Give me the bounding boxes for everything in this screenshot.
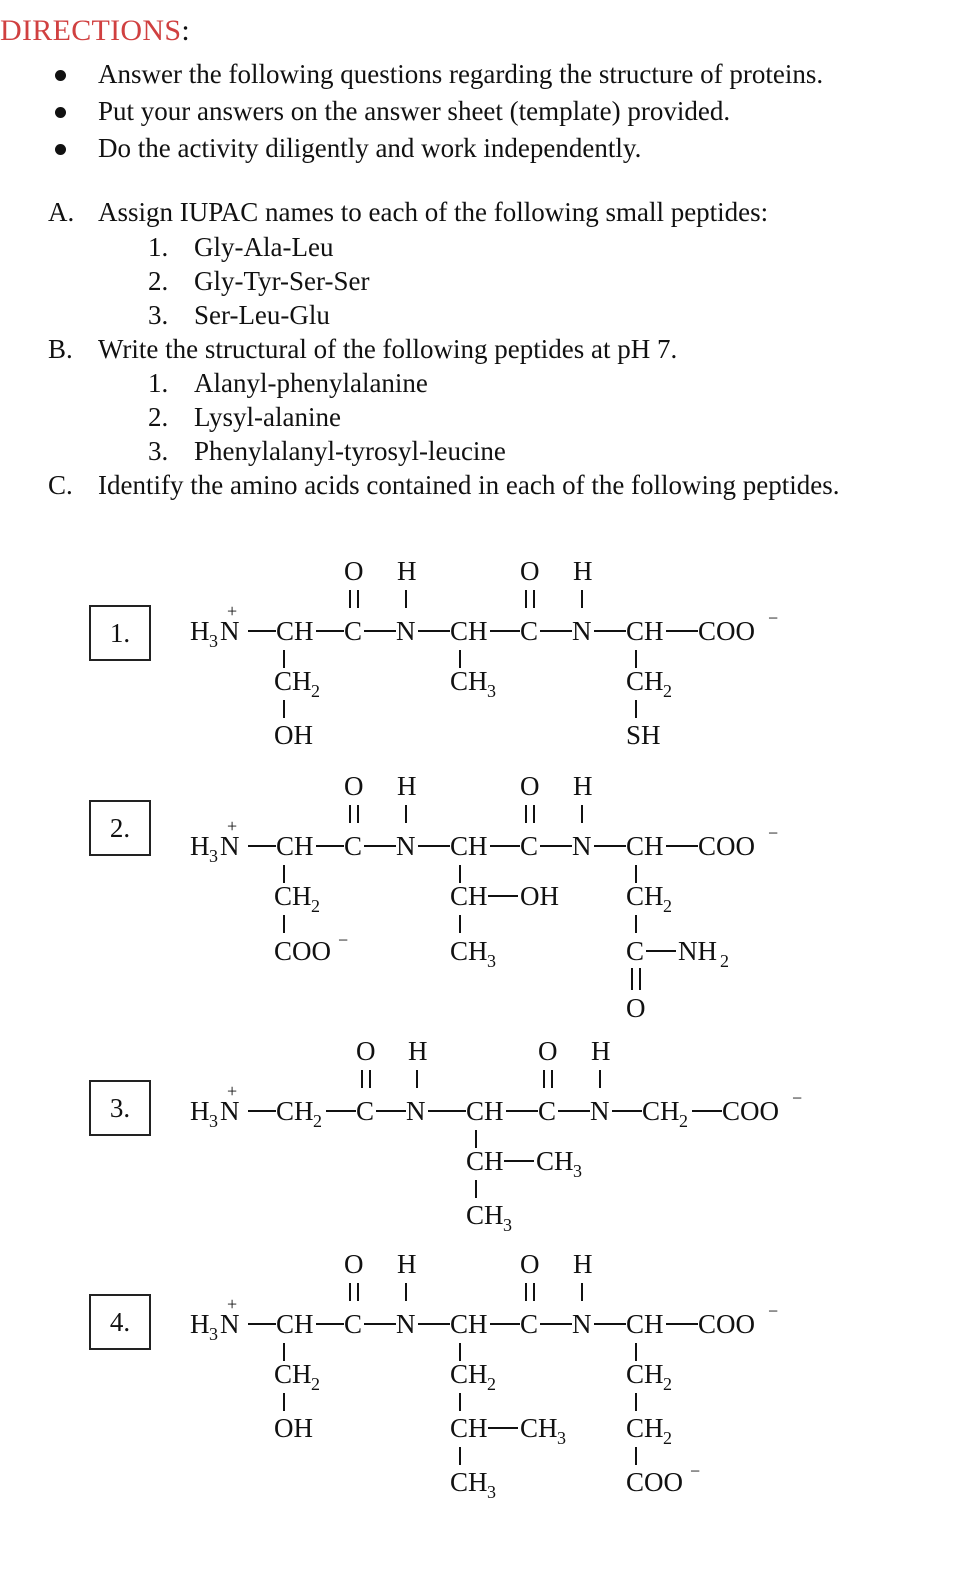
atom-label: N	[220, 1309, 240, 1339]
peptide-1-structure	[190, 556, 778, 750]
atom-label: O	[520, 771, 540, 801]
directions-colon: :	[181, 14, 190, 47]
atom-label: CH	[276, 616, 314, 646]
question-number-box: 4.	[89, 1294, 151, 1350]
atom-label: O	[344, 1249, 364, 1279]
atom-label: H	[573, 771, 593, 801]
atom-label: COO	[722, 1096, 780, 1126]
atom-label: N	[220, 831, 240, 861]
question-number-box: 1.	[89, 605, 151, 661]
atom-label: CH	[536, 1146, 574, 1176]
atom-label: O	[344, 771, 364, 801]
section-c-text: Identify the amino acids contained in each of the following peptides.	[98, 470, 840, 500]
question-number-box: 2.	[89, 800, 151, 856]
subscript-label: 3	[487, 681, 496, 701]
charge-label: +	[227, 816, 238, 836]
atom-label: C	[356, 1096, 375, 1126]
subscript-label: 2	[679, 1111, 688, 1131]
atom-label: CH	[276, 1309, 314, 1339]
atom-label: C	[344, 616, 363, 646]
peptide-2-structure	[190, 771, 778, 1023]
subscript-label: 2	[313, 1111, 322, 1131]
atom-label: O	[344, 556, 364, 586]
section-b-item: 1. Alanyl-phenylalanine	[148, 368, 428, 398]
atom-label: H	[190, 616, 210, 646]
charge-label: −	[768, 1301, 779, 1321]
atom-label: H	[190, 831, 210, 861]
atom-label: CH	[626, 666, 664, 696]
atom-label: CH	[450, 1413, 488, 1443]
atom-label: H	[190, 1309, 210, 1339]
subscript-label: 3	[503, 1215, 512, 1235]
atom-label: CH	[466, 1146, 504, 1176]
subscript-label: 2	[311, 896, 320, 916]
atom-label: H	[397, 556, 417, 586]
subscript-label: 3	[487, 951, 496, 971]
atom-label: CH	[626, 616, 664, 646]
charge-label: −	[768, 608, 779, 628]
charge-label: +	[227, 1081, 238, 1101]
atom-label: COO	[698, 1309, 756, 1339]
subscript-label: 2	[311, 681, 320, 701]
atom-label: CH	[450, 831, 488, 861]
atom-label: CH	[520, 1413, 558, 1443]
atom-label: CH	[626, 881, 664, 911]
section-b-letter: B.	[48, 334, 73, 364]
atom-label: COO	[626, 1467, 684, 1497]
peptide-4-structure	[190, 1249, 778, 1502]
section-a-text: Assign IUPAC names to each of the following small peptides:	[98, 197, 769, 227]
atom-label: H	[397, 771, 417, 801]
directions-title: DIRECTIONS	[0, 14, 182, 47]
atom-label: H	[573, 1249, 593, 1279]
atom-label: CH	[274, 666, 312, 696]
atom-label: N	[572, 616, 592, 646]
atom-label: CH	[274, 1359, 312, 1389]
atom-label: CH	[450, 1359, 488, 1389]
atom-label: CH	[274, 881, 312, 911]
charge-label: +	[227, 1294, 238, 1314]
subscript-label: 3	[487, 1482, 496, 1502]
atom-label: C	[344, 831, 363, 861]
atom-label: N	[590, 1096, 610, 1126]
subscript-label: 3	[209, 846, 218, 866]
atom-label: N	[396, 616, 416, 646]
atom-label: H	[190, 1096, 210, 1126]
atom-label: C	[626, 936, 645, 966]
atom-label: N	[220, 1096, 240, 1126]
atom-label: H	[591, 1036, 611, 1066]
section-b-text: Write the structural of the following peptides at pH 7.	[98, 334, 678, 364]
section-a-letter: A.	[48, 197, 75, 227]
section-a-item: 2. Gly-Tyr-Ser-Ser	[148, 266, 370, 296]
atom-label: CH	[450, 616, 488, 646]
atom-label: N	[396, 831, 416, 861]
atom-label: COO	[698, 831, 756, 861]
atom-label: O	[520, 556, 540, 586]
subscript-label: 2	[720, 951, 729, 971]
section-b-item: 2. Lysyl-alanine	[148, 402, 341, 432]
charge-label: −	[768, 823, 779, 843]
subscript-label: 2	[663, 681, 672, 701]
question-number-box: 3.	[89, 1080, 151, 1136]
atom-label: CH	[626, 1359, 664, 1389]
peptide-3-structure	[190, 1036, 802, 1235]
atom-label: C	[520, 616, 539, 646]
atom-label: SH	[626, 720, 661, 750]
subscript-label: 2	[311, 1374, 320, 1394]
atom-label: C	[538, 1096, 557, 1126]
atom-label: CH	[450, 881, 488, 911]
atom-label: OH	[274, 720, 313, 750]
atom-label: CH	[466, 1200, 504, 1230]
atom-label: CH	[626, 1413, 664, 1443]
atom-label: C	[344, 1309, 363, 1339]
section-a-item: 3. Ser-Leu-Glu	[148, 300, 330, 330]
subscript-label: 3	[209, 631, 218, 651]
atom-label: OH	[520, 881, 559, 911]
atom-label: COO	[698, 616, 756, 646]
subscript-label: 2	[663, 896, 672, 916]
subscript-label: 2	[487, 1374, 496, 1394]
atom-label: NH	[678, 936, 717, 966]
section-c-letter: C.	[48, 470, 73, 500]
section-b-item: 3. Phenylalanyl-tyrosyl-leucine	[148, 436, 506, 466]
charge-label: −	[338, 930, 349, 950]
subscript-label: 2	[663, 1428, 672, 1448]
atom-label: H	[573, 556, 593, 586]
atom-label: C	[520, 831, 539, 861]
atom-label: CH	[450, 666, 488, 696]
subscript-label: 3	[209, 1111, 218, 1131]
atom-label: CH	[450, 1309, 488, 1339]
subscript-label: 3	[557, 1428, 566, 1448]
atom-label: O	[520, 1249, 540, 1279]
atom-label: CH	[626, 1309, 664, 1339]
charge-label: +	[227, 601, 238, 621]
atom-label: O	[626, 993, 646, 1023]
charge-label: −	[690, 1461, 701, 1481]
atom-label: CH	[466, 1096, 504, 1126]
atom-label: O	[538, 1036, 558, 1066]
atom-label: H	[397, 1249, 417, 1279]
atom-label: CH	[626, 831, 664, 861]
atom-label: COO	[274, 936, 332, 966]
subscript-label: 3	[573, 1161, 582, 1181]
subscript-label: 2	[663, 1374, 672, 1394]
charge-label: −	[792, 1088, 803, 1108]
atom-label: N	[406, 1096, 426, 1126]
section-a-item: 1. Gly-Ala-Leu	[148, 232, 334, 262]
atom-label: CH	[276, 831, 314, 861]
atom-label: N	[572, 1309, 592, 1339]
subscript-label: 3	[209, 1324, 218, 1344]
atom-label: C	[520, 1309, 539, 1339]
atom-label: OH	[274, 1413, 313, 1443]
atom-label: N	[396, 1309, 416, 1339]
atom-label: CH	[276, 1096, 314, 1126]
atom-label: CH	[450, 1467, 488, 1497]
atom-label: CH	[450, 936, 488, 966]
atom-label: H	[408, 1036, 428, 1066]
atom-label: O	[356, 1036, 376, 1066]
atom-label: CH	[642, 1096, 680, 1126]
atom-label: N	[220, 616, 240, 646]
atom-label: N	[572, 831, 592, 861]
